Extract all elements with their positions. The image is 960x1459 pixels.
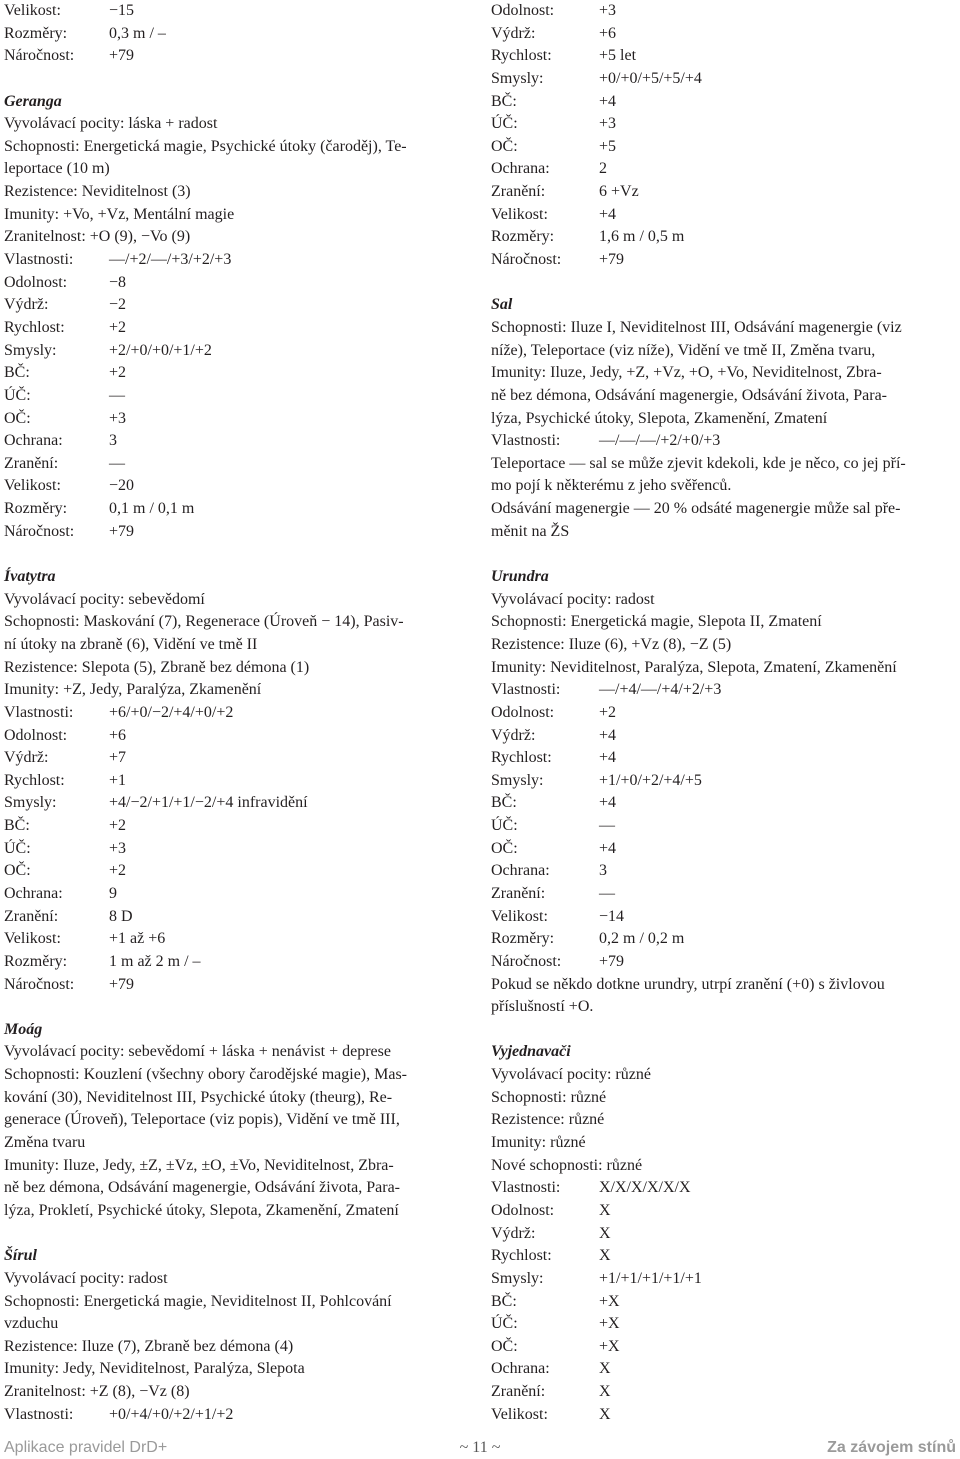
- text-line: Imunity: Iluze, Jedy, +Z, +Vz, +O, +Vo, Neviditelnost, Zbra-: [491, 364, 882, 382]
- stat-row: [4, 272, 466, 295]
- text-line: Odsávání magenergie — 20 % odsáté magenergie může sal pře-: [491, 500, 901, 518]
- stat-value: +1 až +6: [109, 930, 166, 948]
- stat-label: Rozměry:: [4, 500, 68, 518]
- stat-label: Odolnost:: [4, 273, 68, 291]
- stat-label: Ochrana:: [491, 160, 550, 178]
- stat-row: [491, 158, 957, 181]
- stat-label: OČ:: [491, 839, 518, 857]
- stat-value: −14: [599, 907, 625, 925]
- stat-label: BČ:: [491, 1292, 517, 1310]
- left-column: [4, 0, 466, 1426]
- stat-label: OČ:: [491, 1337, 518, 1355]
- spacer: [491, 272, 957, 295]
- stat-label: Velikost:: [4, 930, 61, 948]
- stat-value: +6: [599, 24, 617, 42]
- stat-value: +4: [599, 726, 617, 744]
- text-line: Schopnosti: Kouzlení (všechny obory čarodějské magie), Mas-: [4, 1066, 408, 1084]
- stat-label: Náročnost:: [4, 47, 75, 65]
- stat-label: Rychlost:: [491, 47, 552, 65]
- stat-value: +79: [109, 975, 135, 993]
- stat-value: +X: [599, 1337, 620, 1355]
- text-line: Pokud se někdo dotkne urundry, utrpí zranění (+0) s živlovou: [491, 975, 885, 993]
- stat-value: +5 let: [599, 47, 637, 65]
- stat-row: [4, 475, 466, 498]
- stat-value: —: [599, 884, 615, 902]
- stat-value: +1/+0/+2/+4/+5: [599, 771, 702, 789]
- stat-row: [4, 702, 466, 725]
- text-line: Změna tvaru: [4, 1134, 86, 1152]
- spacer: [491, 1019, 957, 1042]
- spacer: [4, 68, 466, 91]
- stat-value: +4: [599, 205, 617, 223]
- stat-row: [4, 770, 466, 793]
- creature-heading: Šírul: [4, 1247, 37, 1265]
- stat-label: Náročnost:: [491, 952, 562, 970]
- stat-row: [491, 430, 957, 453]
- stat-row: [491, 91, 957, 114]
- stat-row: [491, 1200, 957, 1223]
- stat-value: +X: [599, 1292, 620, 1310]
- text-line: Vyvolávací pocity: radost: [4, 1269, 168, 1287]
- stat-value: 3: [599, 862, 607, 880]
- stat-row: [491, 838, 957, 861]
- stat-row: [4, 838, 466, 861]
- stat-label: Zranění:: [491, 1383, 546, 1401]
- text-line: leportace (10 m): [4, 160, 110, 178]
- text-line: Rezistence: Slepota (5), Zbraně bez démona (1): [4, 658, 310, 676]
- stat-value: +1: [109, 771, 127, 789]
- stat-row: [491, 1177, 957, 1200]
- stat-row: [4, 362, 466, 385]
- stat-label: BČ:: [491, 92, 517, 110]
- stat-value: X: [599, 1224, 611, 1242]
- stat-row: [491, 679, 957, 702]
- text-line: Zranitelnost: +Z (8), −Vz (8): [4, 1383, 190, 1401]
- stat-row: [491, 45, 957, 68]
- stat-value: +2: [109, 318, 127, 336]
- stat-row: [491, 1358, 957, 1381]
- stat-value: 1 m až 2 m / –: [109, 952, 201, 970]
- stat-value: −20: [109, 477, 135, 495]
- stat-value: 3: [109, 432, 117, 450]
- stat-row: [491, 906, 957, 929]
- stat-row: [491, 136, 957, 159]
- stat-label: Výdrž:: [491, 24, 536, 42]
- text-line: Vyvolávací pocity: sebevědomí: [4, 590, 205, 608]
- stat-value: —: [599, 817, 615, 835]
- stat-value: X: [599, 1360, 611, 1378]
- stat-value: —: [109, 386, 125, 404]
- stat-value: —: [109, 454, 125, 472]
- stat-row: [491, 702, 957, 725]
- stat-label: Náročnost:: [4, 522, 75, 540]
- stat-value: X: [599, 1405, 611, 1423]
- stat-row: [491, 1291, 957, 1314]
- stat-label: Vlastnosti:: [491, 432, 561, 450]
- stat-row: [4, 747, 466, 770]
- text-line: Rezistence: různé: [491, 1111, 605, 1129]
- stat-value: −2: [109, 296, 127, 314]
- stat-row: [4, 1404, 466, 1427]
- stat-value: +3: [109, 409, 127, 427]
- stat-value: −8: [109, 273, 127, 291]
- stat-label: Vlastnosti:: [491, 1179, 561, 1197]
- stat-row: [491, 181, 957, 204]
- text-line: Nové schopnosti: různé: [491, 1156, 643, 1174]
- stat-row: [491, 23, 957, 46]
- stat-label: ÚČ:: [491, 1315, 518, 1333]
- creature-heading: Moág: [4, 1020, 43, 1038]
- stat-value: 9: [109, 884, 117, 902]
- stat-row: [4, 408, 466, 431]
- creature-heading: Ívatytra: [4, 568, 56, 586]
- stat-value: +1/+1/+1/+1/+1: [599, 1269, 702, 1287]
- stat-value: —/+4/—/+4/+2/+3: [599, 681, 722, 699]
- stat-value: X: [599, 1383, 611, 1401]
- stat-label: Výdrž:: [4, 296, 49, 314]
- stat-value: —/+2/—/+3/+2/+3: [109, 251, 232, 269]
- stat-row: [4, 883, 466, 906]
- stat-value: +2: [109, 364, 127, 382]
- stat-value: 0,3 m / –: [109, 24, 166, 42]
- stat-row: [4, 725, 466, 748]
- stat-row: [491, 770, 957, 793]
- stat-row: [491, 1381, 957, 1404]
- stat-value: +0/+4/+0/+2/+1/+2: [109, 1405, 234, 1423]
- spacer: [4, 996, 466, 1019]
- stat-value: +2/+0/+0/+1/+2: [109, 341, 212, 359]
- stat-label: OČ:: [4, 862, 31, 880]
- stat-row: [4, 317, 466, 340]
- text-line: lýza, Prokletí, Psychické útoky, Slepota, Zkamenění, Zmatení: [4, 1201, 399, 1219]
- stat-label: Smysly:: [491, 69, 544, 87]
- text-line: Schopnosti: Iluze I, Neviditelnost III, Odsávání magenergie (viz: [491, 318, 902, 336]
- stat-row: [4, 340, 466, 363]
- spacer: [491, 543, 957, 566]
- text-line: Imunity: Neviditelnost, Paralýza, Slepota, Zmatení, Zkamenění: [491, 658, 897, 676]
- stat-row: [491, 113, 957, 136]
- stat-label: Odolnost:: [491, 1201, 555, 1219]
- text-line: Schopnosti: Energetická magie, Neviditelnost II, Pohlcování: [4, 1292, 392, 1310]
- text-line: Schopnosti: Energetická magie, Psychické útoky (čaroděj), Te-: [4, 137, 407, 155]
- stat-label: Náročnost:: [491, 251, 562, 269]
- right-column: [491, 0, 957, 1426]
- stat-label: Velikost:: [491, 907, 548, 925]
- stat-value: +6: [109, 726, 127, 744]
- text-line: kování (30), Neviditelnost III, Psychické útoky (theurg), Re-: [4, 1088, 393, 1106]
- stat-label: OČ:: [4, 409, 31, 427]
- text-line: lýza, Psychické útoky, Slepota, Zkamenění, Zmatení: [491, 409, 828, 427]
- stat-value: 6 +Vz: [599, 183, 639, 201]
- stat-label: Náročnost:: [4, 975, 75, 993]
- stat-row: [491, 1245, 957, 1268]
- stat-value: 0,2 m / 0,2 m: [599, 930, 685, 948]
- text-line: příslušností +O.: [491, 998, 594, 1016]
- stat-row: [491, 1313, 957, 1336]
- text-line: Schopnosti: Maskování (7), Regenerace (Úroveň − 14), Pasiv-: [4, 613, 404, 631]
- stat-label: Odolnost:: [4, 726, 68, 744]
- text-line: generace (Úroveň), Teleportace (viz popis), Vidění ve tmě III,: [4, 1111, 400, 1129]
- stat-value: +X: [599, 1315, 620, 1333]
- stat-value: 1,6 m / 0,5 m: [599, 228, 685, 246]
- stat-label: Rozměry:: [491, 228, 555, 246]
- creature-heading: Urundra: [491, 568, 549, 586]
- stat-value: 8 D: [109, 907, 133, 925]
- stat-row: [491, 725, 957, 748]
- stat-value: +5: [599, 137, 617, 155]
- text-line: Schopnosti: Energetická magie, Slepota II, Zmatení: [491, 613, 822, 631]
- stat-row: [491, 0, 957, 23]
- stat-label: Výdrž:: [491, 726, 536, 744]
- stat-label: Zranění:: [4, 454, 59, 472]
- text-line: Imunity: +Z, Jedy, Paralýza, Zkamenění: [4, 681, 262, 699]
- text-line: ně bez démona, Odsávání magenergie, Odsávání života, Para-: [4, 1179, 400, 1197]
- stat-row: [4, 860, 466, 883]
- stat-label: BČ:: [4, 364, 30, 382]
- text-line: Rezistence: Neviditelnost (3): [4, 183, 191, 201]
- stat-row: [4, 815, 466, 838]
- creature-heading: Geranga: [4, 92, 62, 110]
- stat-value: +4: [599, 749, 617, 767]
- stat-row: [491, 1223, 957, 1246]
- stat-value: +4: [599, 92, 617, 110]
- stat-value: X: [599, 1247, 611, 1265]
- stat-label: OČ:: [491, 137, 518, 155]
- page-number: ~ 11 ~: [459, 1439, 501, 1456]
- stat-row: [4, 928, 466, 951]
- stat-label: Velikost:: [491, 1405, 548, 1423]
- text-line: Schopnosti: různé: [491, 1088, 607, 1106]
- stat-value: X/X/X/X/X/X: [599, 1179, 691, 1197]
- text-line: Zranitelnost: +O (9), −Vo (9): [4, 228, 191, 246]
- stat-value: 2: [599, 160, 607, 178]
- text-line: Vyvolávací pocity: různé: [491, 1066, 651, 1084]
- text-line: ní útoky na zbraně (6), Vidění ve tmě II: [4, 635, 258, 653]
- stat-row: [491, 226, 957, 249]
- stat-value: +3: [109, 839, 127, 857]
- stat-label: ÚČ:: [4, 839, 31, 857]
- stat-label: Vlastnosti:: [4, 1405, 74, 1423]
- stat-row: [491, 68, 957, 91]
- stat-value: +3: [599, 115, 617, 133]
- stat-value: +2: [109, 817, 127, 835]
- stat-label: Vlastnosti:: [4, 703, 74, 721]
- stat-row: [491, 1336, 957, 1359]
- stat-row: [4, 906, 466, 929]
- stat-label: Vlastnosti:: [491, 681, 561, 699]
- stat-row: [491, 204, 957, 227]
- stat-value: +79: [599, 952, 625, 970]
- text-line: ně bez démona, Odsávání magenergie, Odsávání života, Para-: [491, 386, 887, 404]
- stat-label: Smysly:: [4, 794, 57, 812]
- stat-value: +3: [599, 2, 617, 19]
- spacer: [4, 543, 466, 566]
- stat-row: [491, 951, 957, 974]
- stat-row: [4, 294, 466, 317]
- stat-row: [4, 453, 466, 476]
- creature-heading: Sal: [491, 296, 513, 314]
- text-line: Rezistence: Iluze (6), +Vz (8), −Z (5): [491, 635, 732, 653]
- stat-value: +7: [109, 749, 127, 767]
- stat-label: Vlastnosti:: [4, 251, 74, 269]
- stat-row: [4, 45, 466, 68]
- stat-value: +2: [599, 703, 617, 721]
- stat-row: [491, 249, 957, 272]
- footer-chapter-title: Za závojem stínů: [827, 1439, 956, 1456]
- stat-label: BČ:: [4, 817, 30, 835]
- text-line: Vyvolávací pocity: radost: [491, 590, 655, 608]
- stat-value: +79: [109, 522, 135, 540]
- text-line: vzduchu: [4, 1315, 59, 1333]
- stat-label: BČ:: [491, 794, 517, 812]
- text-line: Teleportace — sal se může zjevit kdekoli, kde je něco, co jej pří-: [491, 454, 906, 472]
- stat-label: Výdrž:: [491, 1224, 536, 1242]
- stat-label: Rychlost:: [4, 318, 65, 336]
- text-line: Vyvolávací pocity: láska + radost: [4, 115, 218, 133]
- stat-value: +4/−2/+1/+1/−2/+4 infravidění: [109, 794, 308, 812]
- footer-book-title: Aplikace pravidel DrD+: [4, 1439, 168, 1456]
- stat-label: Ochrana:: [4, 432, 63, 450]
- text-line: měnit na ŽS: [491, 522, 570, 540]
- stat-row: [4, 430, 466, 453]
- stat-label: Rychlost:: [491, 749, 552, 767]
- stat-row: [491, 815, 957, 838]
- stat-label: ÚČ:: [491, 115, 518, 133]
- stat-label: Zranění:: [491, 183, 546, 201]
- text-line: Imunity: Iluze, Jedy, ±Z, ±Vz, ±O, ±Vo, Neviditelnost, Zbra-: [4, 1156, 394, 1174]
- stat-value: +79: [599, 251, 625, 269]
- stat-label: Rozměry:: [4, 24, 68, 42]
- stat-value: +4: [599, 794, 617, 812]
- stat-label: Ochrana:: [491, 1360, 550, 1378]
- stat-label: Smysly:: [491, 1269, 544, 1287]
- text-line: mo pojí k některému z jeho svěřenců.: [491, 477, 732, 495]
- stat-label: Rychlost:: [491, 1247, 552, 1265]
- stat-label: Velikost:: [491, 205, 548, 223]
- stat-label: Odolnost:: [491, 2, 555, 19]
- stat-row: [4, 974, 466, 997]
- stat-row: [4, 249, 466, 272]
- stat-value: +4: [599, 839, 617, 857]
- stat-label: Velikost:: [4, 477, 61, 495]
- text-line: Imunity: různé: [491, 1134, 586, 1152]
- stat-row: [491, 883, 957, 906]
- stat-label: Smysly:: [4, 341, 57, 359]
- stat-label: Rozměry:: [4, 952, 68, 970]
- stat-row: [4, 0, 466, 23]
- stat-row: [491, 860, 957, 883]
- text-line: Imunity: Jedy, Neviditelnost, Paralýza, Slepota: [4, 1360, 305, 1378]
- stat-label: Ochrana:: [491, 862, 550, 880]
- stat-value: +0/+0/+5/+5/+4: [599, 69, 702, 87]
- stat-row: [491, 1268, 957, 1291]
- stat-row: [491, 747, 957, 770]
- text-line: Rezistence: Iluze (7), Zbraně bez démona (4): [4, 1337, 294, 1355]
- spacer: [4, 1223, 466, 1246]
- stat-row: [4, 498, 466, 521]
- stat-value: +79: [109, 47, 135, 65]
- stat-value: X: [599, 1201, 611, 1219]
- stat-label: Smysly:: [491, 771, 544, 789]
- stat-row: [4, 521, 466, 544]
- creature-heading: Vyjednavači: [491, 1043, 571, 1061]
- stat-label: Rozměry:: [491, 930, 555, 948]
- stat-row: [4, 792, 466, 815]
- stat-label: Odolnost:: [491, 703, 555, 721]
- text-line: níže), Teleportace (viz níže), Vidění ve tmě II, Změna tvaru,: [491, 341, 876, 359]
- text-line: Imunity: +Vo, +Vz, Mentální magie: [4, 205, 235, 223]
- stat-row: [491, 792, 957, 815]
- stat-label: Rychlost:: [4, 771, 65, 789]
- stat-row: [4, 951, 466, 974]
- stat-row: [4, 23, 466, 46]
- stat-label: ÚČ:: [491, 817, 518, 835]
- stat-label: Výdrž:: [4, 749, 49, 767]
- text-line: Vyvolávací pocity: sebevědomí + láska + nenávist + deprese: [4, 1043, 391, 1061]
- stat-label: Zranění:: [4, 907, 59, 925]
- stat-row: [491, 1404, 957, 1427]
- stat-label: ÚČ:: [4, 386, 31, 404]
- stat-label: Ochrana:: [4, 884, 63, 902]
- stat-value: +6/+0/−2/+4/+0/+2: [109, 703, 234, 721]
- stat-label: Velikost:: [4, 2, 61, 19]
- stat-row: [491, 928, 957, 951]
- stat-value: 0,1 m / 0,1 m: [109, 500, 195, 518]
- stat-value: −15: [109, 2, 135, 19]
- stat-value: +2: [109, 862, 127, 880]
- stat-label: Zranění:: [491, 884, 546, 902]
- stat-value: —/—/—/+2/+0/+3: [599, 432, 721, 450]
- stat-row: [4, 385, 466, 408]
